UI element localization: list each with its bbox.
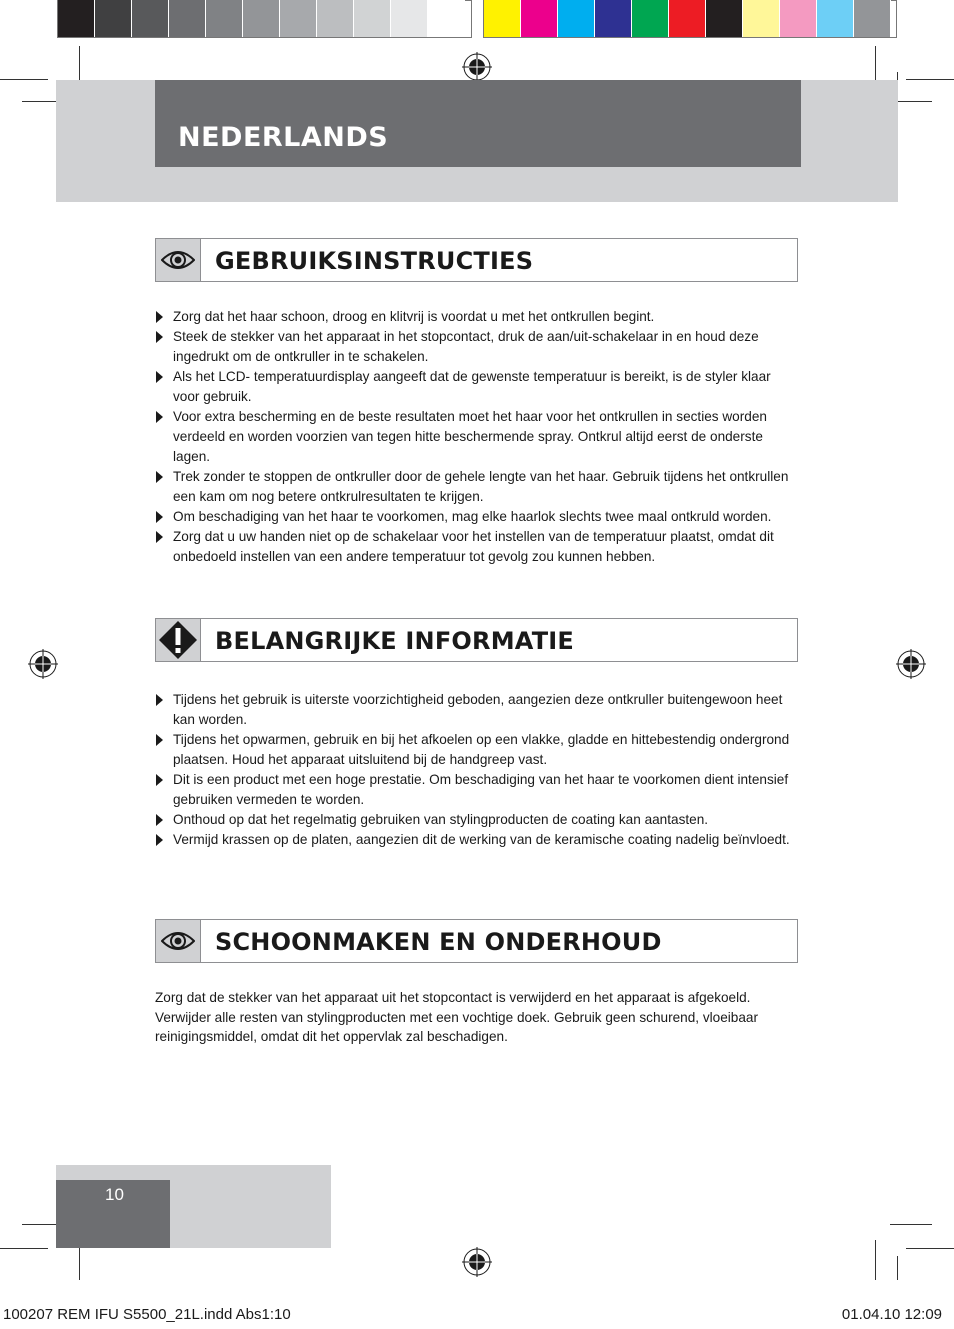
color-swatch xyxy=(317,0,354,37)
color-swatch xyxy=(169,0,206,37)
bullet-triangle-icon xyxy=(156,511,163,523)
cleaning-paragraph: Zorg dat de stekker van het apparaat uit het stopcontact is verwijderd en het apparaat is afgekoeld. Verwijder alle resten van stylingproducten met een vochtige doek. Gebruik geen schurend, vloeibaar reinigingsmiddel, omdat dit het oppervlak zal beschadigen. xyxy=(155,990,759,1045)
bullet-triangle-icon xyxy=(156,734,163,746)
section-title: BELANGRIJKE INFORMATIE xyxy=(215,627,575,655)
section-icon-box xyxy=(156,619,201,661)
list-item: Zorg dat het haar schoon, droog en klitvrij is voordat u met het ontkrullen begint. xyxy=(155,307,795,327)
registration-mark-icon xyxy=(462,1247,492,1277)
list-item: Als het LCD- temperatuurdisplay aangeeft dat de gewenste temperatuur is bereikt, is de styler klaar voor gebruik. xyxy=(155,367,795,406)
color-swatch xyxy=(669,0,706,37)
warning-icon xyxy=(158,620,198,660)
list-item: Om beschadiging van het haar te voorkomen, mag elke haarlok slechts twee maal ontkruld worden. xyxy=(155,507,795,527)
section-title: GEBRUIKSINSTRUCTIES xyxy=(215,247,534,275)
page-number: 10 xyxy=(105,1185,124,1204)
color-swatch xyxy=(558,0,595,37)
important-information-list xyxy=(155,690,795,851)
registration-mark-icon xyxy=(896,649,926,679)
color-swatch xyxy=(706,0,743,37)
crop-mark xyxy=(890,1224,932,1225)
crop-mark xyxy=(875,1240,876,1280)
eye-icon xyxy=(161,249,195,271)
section-header-cleaning xyxy=(155,919,798,963)
bullet-triangle-icon xyxy=(156,331,163,343)
list-item: Zorg dat u uw handen niet op de schakelaar voor het instellen van de temperatuur plaatst, omdat dit onbedoeld instellen van een andere temperatuur tot gevolg zou kunnen hebben. xyxy=(155,527,795,566)
section-icon-box xyxy=(156,920,201,962)
bullet-triangle-icon xyxy=(156,814,163,826)
section-title: SCHOONMAKEN EN ONDERHOUD xyxy=(215,928,662,956)
bullet-triangle-icon xyxy=(156,311,163,323)
bullet-triangle-icon xyxy=(156,471,163,483)
list-item: Trek zonder te stoppen de ontkruller door de gehele lengte van het haar. Gebruik tijdens het ontkrullen een kam om nog betere ontkrulresultaten te krijgen. xyxy=(155,467,795,506)
color-swatch xyxy=(780,0,817,37)
color-swatch xyxy=(817,0,854,37)
color-swatch xyxy=(854,0,891,37)
eye-icon xyxy=(161,930,195,952)
process-color-bar xyxy=(484,0,891,37)
bullet-triangle-icon xyxy=(156,774,163,786)
list-item: Vermijd krassen op de platen, aangezien dit de werking van de keramische coating nadelig beïnvloedt. xyxy=(155,830,795,850)
color-swatch xyxy=(95,0,132,37)
color-swatch xyxy=(595,0,632,37)
bullet-triangle-icon xyxy=(156,531,163,543)
color-swatch xyxy=(391,0,428,37)
color-swatch xyxy=(632,0,669,37)
section-header-usage xyxy=(155,238,798,282)
list-item: Tijdens het opwarmen, gebruik en bij het afkoelen op een vlakke, gladde en hittebestendig ondergrond plaatsen. Houd het apparaat uitsluitend bij de handgreep vast. xyxy=(155,730,795,769)
bullet-triangle-icon xyxy=(156,411,163,423)
registration-mark-icon xyxy=(462,52,492,82)
color-swatch xyxy=(280,0,317,37)
color-swatch xyxy=(206,0,243,37)
section-header-important xyxy=(155,618,798,662)
color-swatch xyxy=(243,0,280,37)
registration-mark-icon xyxy=(28,649,58,679)
color-swatch xyxy=(484,0,521,37)
list-item: Dit is een product met een hoge prestatie. Om beschadiging van het haar te voorkomen dient intensief gebruiken vermeden te worden. xyxy=(155,770,795,809)
bullet-triangle-icon xyxy=(156,371,163,383)
usage-instructions-list xyxy=(155,307,795,567)
gray-color-bar xyxy=(58,0,465,37)
list-item: Steek de stekker van het apparaat in het stopcontact, druk de aan/uit-schakelaar in en houd deze ingedrukt om de ontkruller in te schakelen. xyxy=(155,327,795,366)
bullet-triangle-icon xyxy=(156,834,163,846)
color-swatch xyxy=(428,0,465,37)
crop-mark xyxy=(0,1248,48,1249)
color-swatch xyxy=(58,0,95,37)
section-icon-box xyxy=(156,239,201,281)
date-slug: 01.04.10 12:09 xyxy=(841,1306,942,1323)
page-title: NEDERLANDS xyxy=(178,122,389,153)
list-item: Onthoud op dat het regelmatig gebruiken van stylingproducten de coating kan aantasten. xyxy=(155,810,795,830)
bullet-triangle-icon xyxy=(156,694,163,706)
file-slug: 100207 REM IFU S5500_21L.indd Abs1:10 xyxy=(3,1306,291,1323)
color-swatch xyxy=(521,0,558,37)
crop-mark xyxy=(906,1248,954,1249)
color-swatch xyxy=(132,0,169,37)
list-item: Voor extra bescherming en de beste resultaten moet het haar voor het ontkrullen in secties worden verdeeld en worden voorzien van tegen hitte beschermende spray. Ontkrul altijd eerst de onderste lagen. xyxy=(155,407,795,466)
crop-mark xyxy=(906,79,954,80)
list-item: Tijdens het gebruik is uiterste voorzichtigheid geboden, aangezien deze ontkruller buitengewoon heet kan worden. xyxy=(155,690,795,729)
color-swatch xyxy=(354,0,391,37)
crop-mark xyxy=(897,1256,898,1280)
color-swatch xyxy=(743,0,780,37)
crop-mark xyxy=(0,79,48,80)
